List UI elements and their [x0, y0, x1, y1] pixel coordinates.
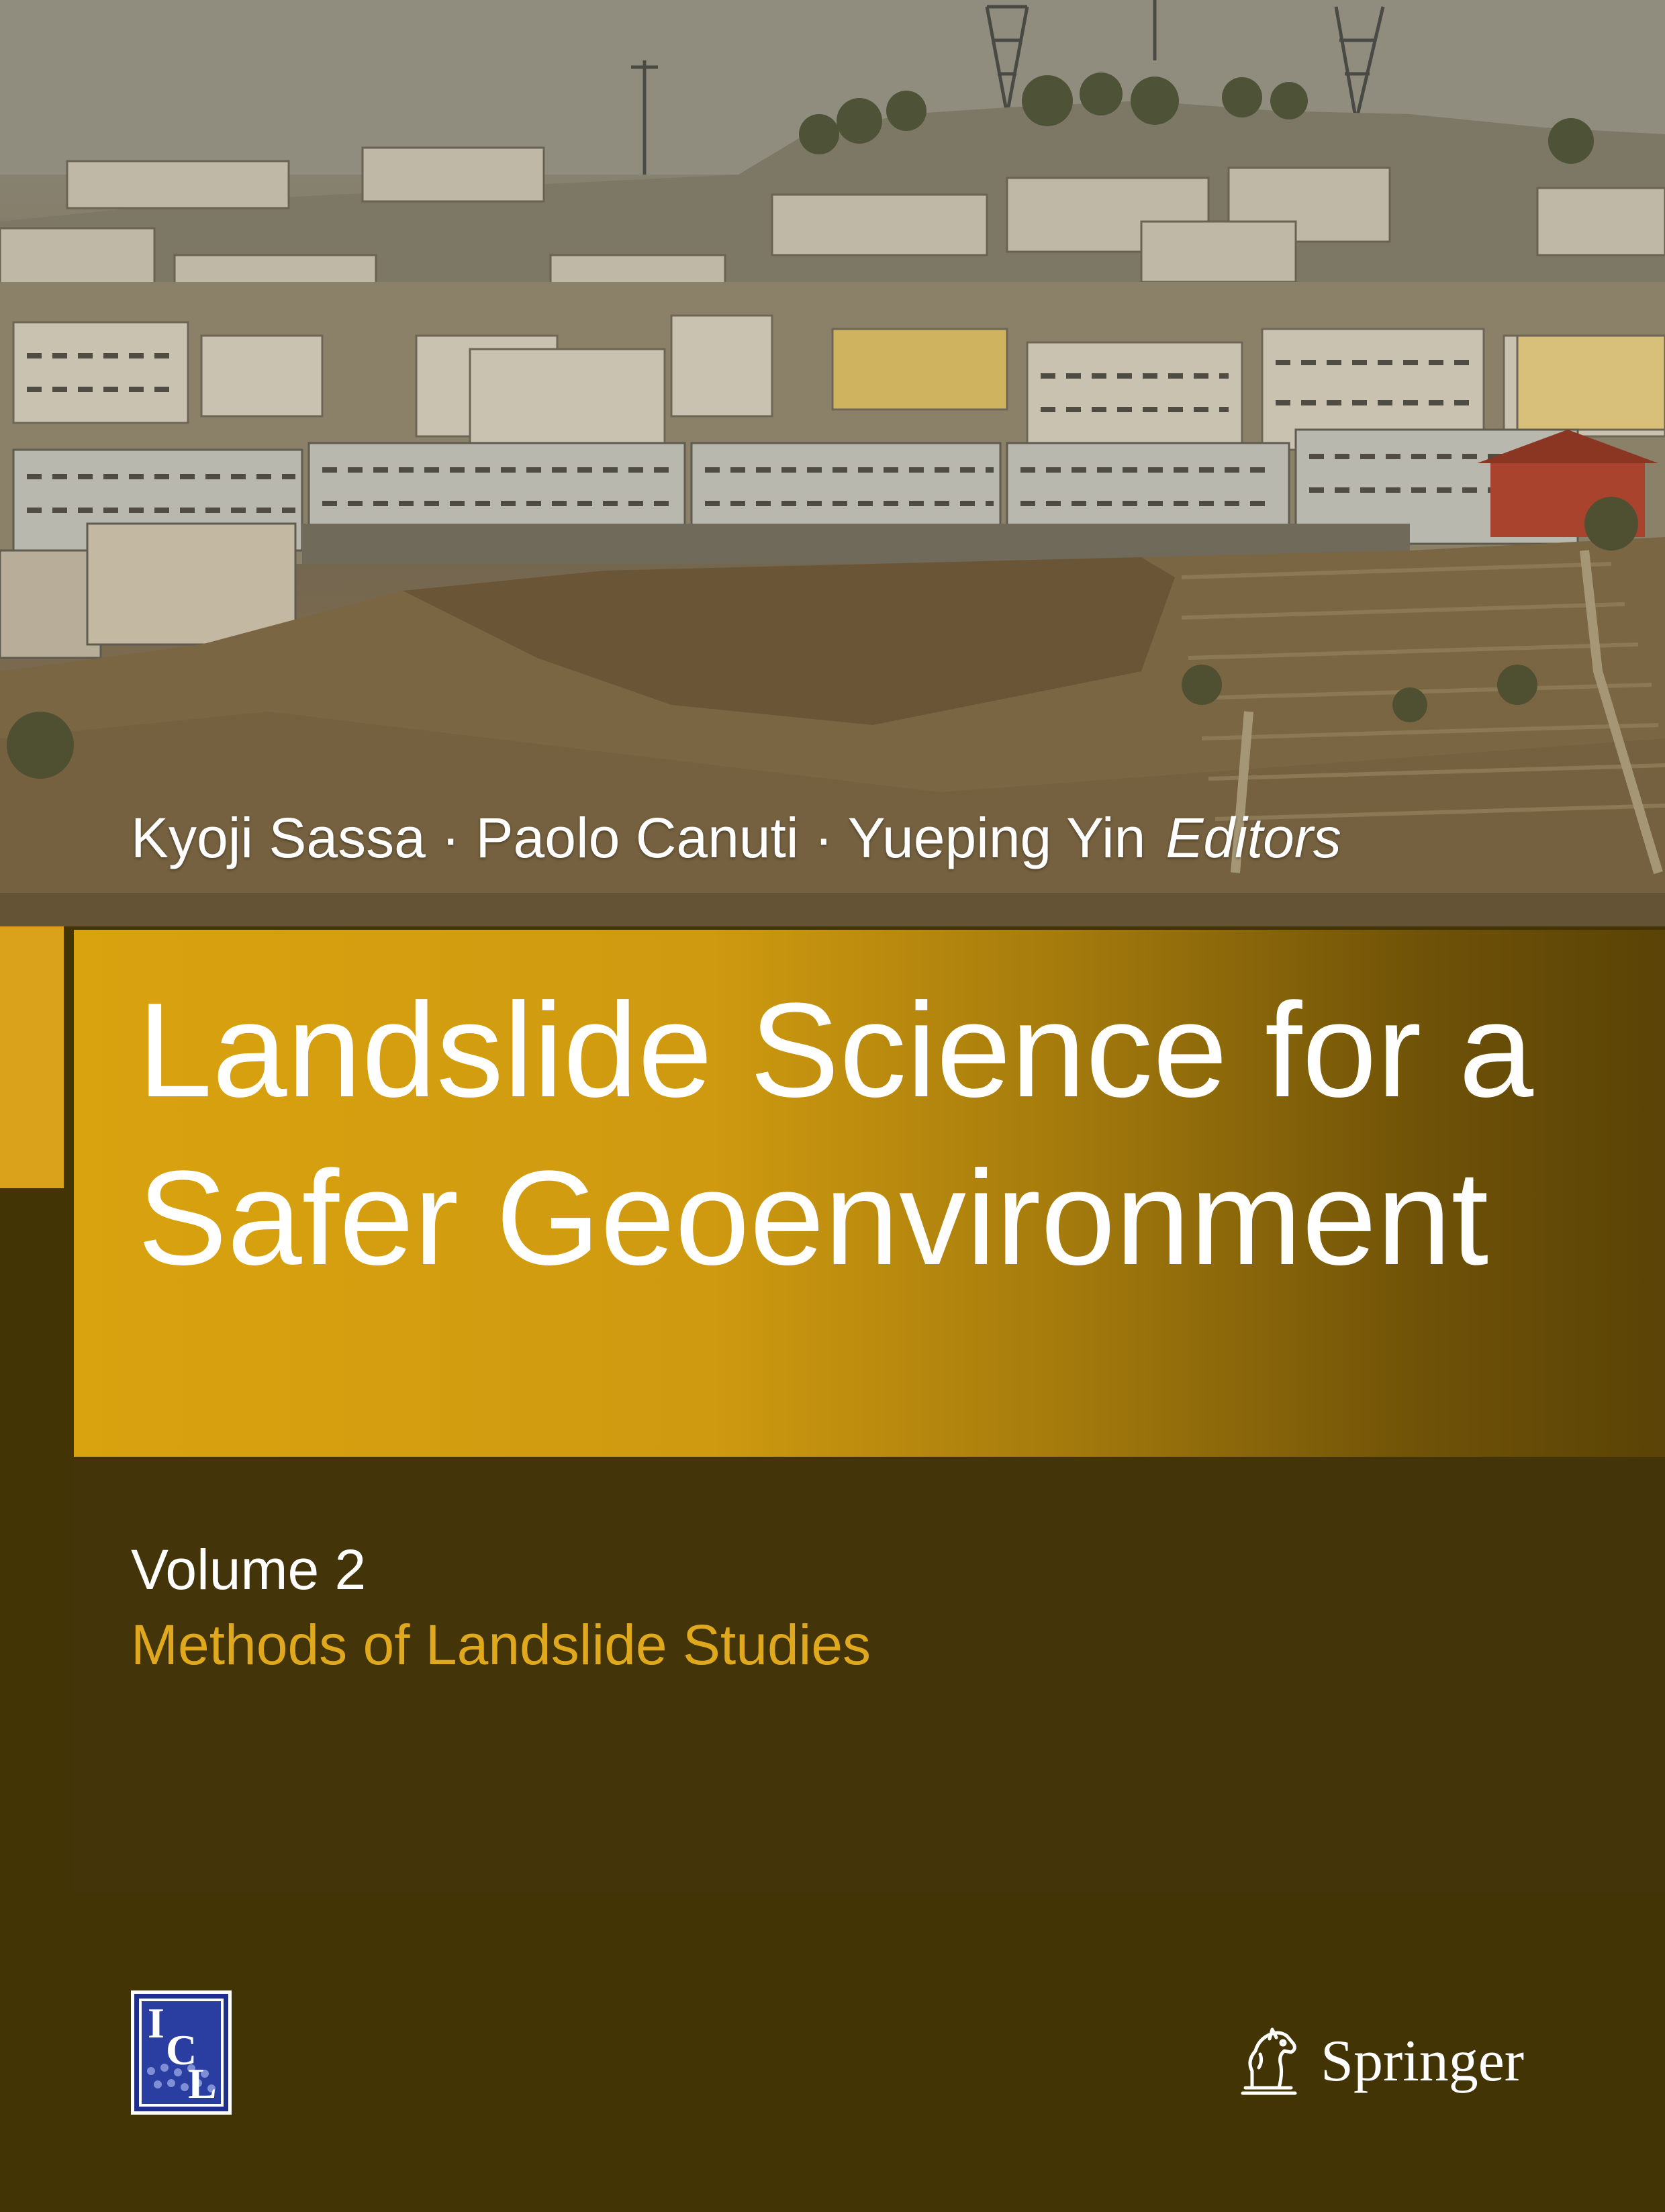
springer-horse-icon — [1232, 2024, 1306, 2098]
cover-photo — [0, 0, 1665, 926]
icl-logo-icon — [131, 1990, 232, 2115]
title-line-1: Landslide Science for a — [138, 975, 1534, 1125]
editors-role: Editors — [1166, 806, 1341, 869]
editors-names: Kyoji Sassa · Paolo Canuti · Yueping Yin — [131, 806, 1146, 869]
book-title — [138, 967, 1581, 1302]
svg-text:I: I — [148, 1999, 164, 2047]
publisher-name: Springer — [1321, 2028, 1525, 2094]
svg-text:C: C — [166, 2026, 197, 2074]
svg-text:L: L — [188, 2060, 217, 2107]
editors-line — [131, 806, 1341, 871]
accent-strip — [0, 926, 64, 1188]
icl-logo — [131, 1990, 232, 2115]
springer-logo — [1232, 2024, 1524, 2098]
volume-subtitle: Methods of Landslide Studies — [131, 1613, 871, 1676]
title-line-2: Safer Geoenvironment — [138, 1143, 1489, 1293]
landslide-town-photo — [0, 0, 1665, 926]
volume-number: Volume 2 — [131, 1538, 367, 1601]
